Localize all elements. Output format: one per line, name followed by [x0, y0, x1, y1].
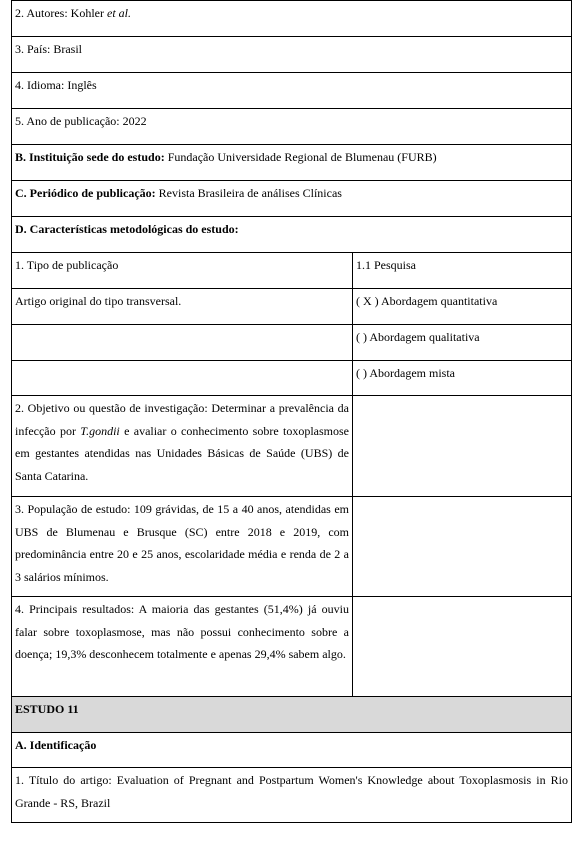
objetivo-cell	[12, 396, 353, 497]
row-periodico	[12, 181, 572, 217]
row-instituicao	[12, 145, 572, 181]
empty-cell	[12, 325, 353, 361]
row-idioma	[12, 73, 572, 109]
autores-label: 2. Autores: Kohler	[15, 6, 107, 20]
row-ano	[12, 109, 572, 145]
autores-cell	[12, 1, 572, 37]
resultados-cell: 4. Principais resultados: A maioria das gestantes (51,4%) já ouviu falar sobre toxoplasmose, mas não possui conhecimento sobre a doença; 19,3% desconhecem totalmente e apenas 29,4% sabem algo.	[12, 597, 353, 697]
row-resultados	[12, 597, 572, 697]
identificacao-heading: A. Identificação	[12, 733, 572, 768]
periodico-cell	[12, 181, 572, 217]
instituicao-cell	[12, 145, 572, 181]
empty-cell	[353, 597, 572, 697]
idioma-cell: 4. Idioma: Inglês	[12, 73, 572, 109]
empty-cell	[353, 497, 572, 597]
instituicao-value: Fundação Universidade Regional de Blumenau (FURB)	[164, 150, 437, 164]
ano-cell: 5. Ano de publicação: 2022	[12, 109, 572, 145]
objetivo-species: T.gondii	[80, 423, 120, 438]
row-populacao	[12, 497, 572, 597]
periodico-label: C. Periódico de publicação:	[15, 186, 156, 200]
row-estudo-title	[12, 697, 572, 733]
row-objetivo	[12, 396, 572, 497]
empty-cell	[12, 361, 353, 396]
row-autores	[12, 1, 572, 37]
tipo-publicacao-header: 1. Tipo de publicação	[12, 253, 353, 289]
row-caracteristicas	[12, 217, 572, 253]
periodico-value: Revista Brasileira de análises Clínicas	[155, 186, 342, 200]
caracteristicas-heading: D. Características metodológicas do estudo:	[12, 217, 572, 253]
pais-cell: 3. País: Brasil	[12, 37, 572, 73]
titulo-artigo-cell: 1. Título do artigo: Evaluation of Pregnant and Postpartum Women's Knowledge about Toxoplasmosis in Rio Grande - RS, Brazil	[12, 768, 572, 823]
row-identificacao	[12, 733, 572, 768]
row-methods-3	[12, 361, 572, 396]
populacao-cell: 3. População de estudo: 109 grávidas, de 15 a 40 anos, atendidas em UBS de Blumenau e Brusque (SC) entre 2018 e 2019, com predominância entre 20 e 25 anos, escolaridade média e renda de 2 a 3 salários mínimos.	[12, 497, 353, 597]
row-methods-2	[12, 325, 572, 361]
autores-etal: et al.	[107, 6, 131, 20]
study-table	[11, 0, 572, 823]
row-titulo-artigo	[12, 768, 572, 823]
pesquisa-header: 1.1 Pesquisa	[353, 253, 572, 289]
objetivo-before: 2. Objetivo ou questão de investigação: Determinar a prevalência da infecção por	[15, 401, 349, 438]
tipo-publicacao-value: Artigo original do tipo transversal.	[12, 289, 353, 325]
study-table-container	[11, 0, 571, 823]
row-methods-header	[12, 253, 572, 289]
option-quantitativa: ( X ) Abordagem quantitativa	[353, 289, 572, 325]
option-qualitativa: ( ) Abordagem qualitativa	[353, 325, 572, 361]
instituicao-label: B. Instituição sede do estudo:	[15, 150, 165, 164]
row-pais	[12, 37, 572, 73]
option-mista: ( ) Abordagem mista	[353, 361, 572, 396]
empty-cell	[353, 396, 572, 497]
estudo-title: ESTUDO 11	[12, 697, 572, 733]
objetivo-after: e avaliar o conhecimento sobre toxoplasmose em gestantes atendidas nas Unidades Básicas de Saúde (UBS) de Santa Catarina.	[15, 423, 349, 483]
row-methods-1	[12, 289, 572, 325]
